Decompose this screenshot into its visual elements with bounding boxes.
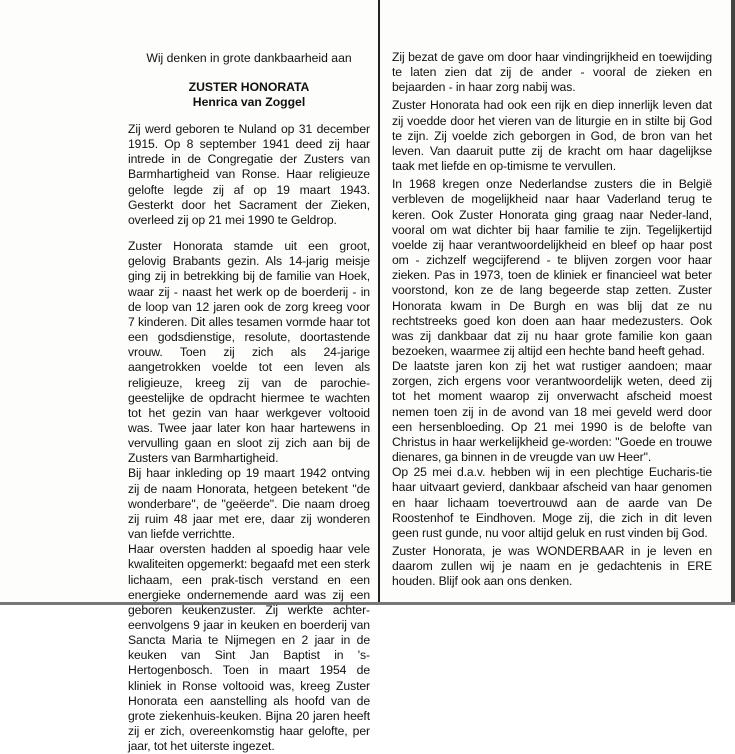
deceased-name: ZUSTER HONORATA	[188, 80, 310, 94]
paragraph-work: Haar oversten hadden al spoedig haar vele kwaliteiten opgemerkt: begaafd met een sterk lichaam, een prak-tisch verstand en een energieke ondernemende aard was zij een geboren keukenzuster. Zij werkte achter-eenvolgens 9 jaar in keuken en boerderij van Sancta Maria te Nijmegen en 2 jaar in de keuken van Sint Jan Baptist in 's-Hertogenbosch. Toen in maart 1954 de kliniek in Ronse voltooid was, kreeg Zuster Honorata een aanstelling als hoofd van de grote ziekenhuis-keuken. Bijna 20 jaren heeft zij er zich, overeenkomstig haar gelofte, per jaar, tot het uiterste ingezet.	[128, 542, 370, 754]
civil-name: Henrica van Zoggel	[192, 95, 306, 109]
paragraph-closing: Zuster Honorata, je was WONDERBAAR in je leven en daarom zullen wij je naam en je gedachtenis in ERE houden. Blijf ook aan ons denken.	[392, 544, 712, 589]
paragraph-return: In 1968 kregen onze Nederlandse zusters die in België verbleven de mogelijkheid naar haar Vaderland terug te keren. Ook Zuster Honorata ging graag naar Neder-land, vooral om wat dichter bij haar familie te zijn. Tegelijkertijd voelde zij haar verantwoordelijkheid en bleef op haar post om - zichzelf wegcijferend - te blijven zorgen voor haar zieken. Pas in 1973, toen de kliniek er financieel wat beter voorstond, kon ze de lang begeerde stap zetten. Zuster Honorata kwam in De Burgh en was blij dat ze nu rechtstreeks goed kon doen aan haar medezusters. Ook was zij dankbaar dat zij nu haar grote familie kon gaan bezoeken, waarmee zij altijd een hechte band heeft gehad.	[392, 177, 712, 358]
left-panel	[128, 50, 370, 754]
paragraph-last-years: De laatste jaren kon zij het wat rustiger aandoen; maar zorgen, zich ergens voor verantwoordelijk weten, deed zij tot het moment waarop zij onverwacht afscheid moest nemen toen zij in de avond van 18 mei geveld werd door een hersenbloeding. Op 21 mei 1990 is de belofte van Christus in haar werkelijkheid ge-worden: "Goede en trouwe dienares, ga binnen in de vreugde van uw Heer".	[392, 359, 712, 465]
paragraph-gift: Zij bezat de gave om door haar vindingrijkheid en toewijding te laten zien dat zij de ander - vooral de zieken en bejaarden - in haar zorg nabij was.	[392, 50, 712, 95]
paragraph-funeral: Op 25 mei d.a.v. hebben wij in een plechtige Eucharis-tie haar uitvaart gevierd, dankbaar afscheid van haar genomen en haar lichaam toevertrouwd aan de aarde van De Roostenhof te Eindhoven. Moge zij, die zich in dit leven geen rust gunde, nu voor altijd geluk en rust vinden bij God.	[392, 465, 712, 540]
fold-divider	[378, 0, 380, 605]
paragraph-youth: Zuster Honorata stamde uit een groot, gelovig Brabants gezin. Als 14-jarig meisje ging zij in betrekking bij de familie van Hoek, waar zij - naast het werk op de boerderij - in de loop van 12 jaren ook de zorg kreeg voor 7 kinderen. Dit alles tesamen vormde haar tot een godsdienstige, resolute, doortastende vrouw. Toen zij zich als 24-jarige aangetrokken voelde tot een leven als religieuze, kreeg zij van de parochie-geestelijke de opdracht hiermee te wachten tot het gezin van haar werkgever voltooid was. Twee jaar later kon haar hartewens in vervulling gaan en sloot zij zich aan bij de Zusters van Barmhartigheid.	[128, 239, 370, 466]
paragraph-inner-life: Zuster Honorata had ook een rijk en diep innerlijk leven dat zij voedde door het vieren van de liturgie en in stilte bij God te zijn. Zij voelde zich geborgen in God, de bron van het leven. Van daaruit putte zij de kracht om haar dagelijkse taak met liefde en op-timisme te vervullen.	[392, 98, 712, 174]
card-edge-right	[731, 0, 735, 605]
paragraph-name: Bij haar inkleding op 19 maart 1942 ontving zij de naam Honorata, hetgeen betekent "de wonderbare", de "geëerde". Die naam droeg zij ruim 48 jaar met ere, daar zij wonderen van liefde verrichtte.	[128, 466, 370, 542]
paragraph-birth: Zij werd geboren te Nuland op 31 december 1915. Op 8 september 1941 deed zij haar intrede in de Congregatie der Zusters van Barmhartigheid van Ronse. Haar religieuze gelofte legde zij af op 19 maart 1943. Gesterkt door het Sacrament der Zieken, overleed zij op 21 mei 1990 te Geldrop.	[128, 122, 370, 227]
intro-line: Wij denken in grote dankbaarheid aan	[146, 51, 352, 65]
right-panel	[392, 50, 712, 589]
